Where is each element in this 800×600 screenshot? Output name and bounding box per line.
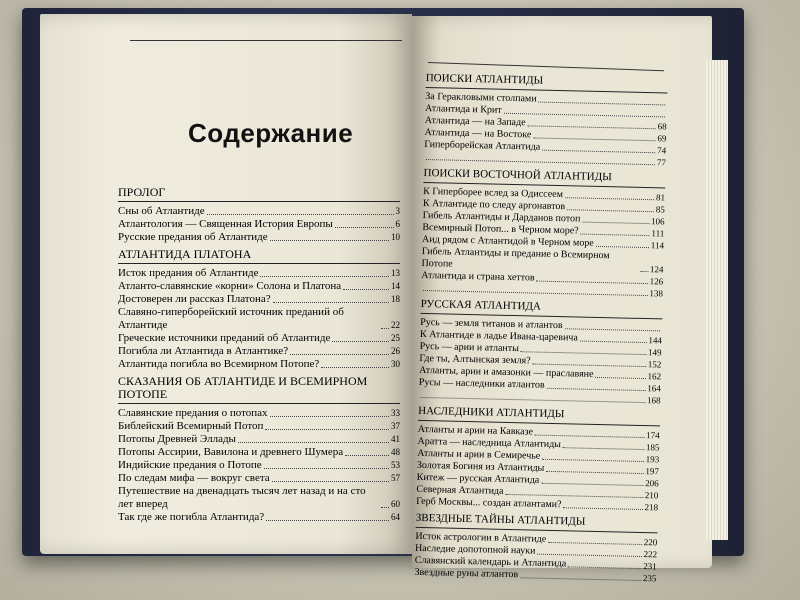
dot-leader	[290, 354, 389, 355]
toc-entry	[118, 332, 400, 345]
toc-entry-title: Славянский календарь и Атлантида	[414, 554, 567, 570]
dot-leader	[332, 341, 389, 342]
toc-page-number: 126	[649, 276, 664, 287]
toc-entry-title: Атлантида и Крит	[424, 102, 502, 116]
toc-entry-title: Русские предания об Атлантиде	[118, 231, 268, 243]
toc-page-number: 235	[642, 573, 657, 584]
toc-entry-title: Атланты, арии и амазонки — праславяне	[419, 364, 594, 380]
dot-leader	[537, 281, 648, 285]
toc-entry-title: Потопы Древней Эллады	[118, 433, 236, 445]
toc-page-number: 22	[391, 320, 400, 330]
toc-entry	[118, 407, 400, 420]
toc-entry-title: Атлантида и страна хеттов	[421, 269, 535, 284]
dot-leader	[527, 125, 655, 129]
toc-page-number: 231	[643, 561, 657, 572]
toc-page-number: 114	[650, 240, 665, 251]
toc-entry-title: Славянские предания о потопах	[118, 407, 268, 419]
toc-entry-title: Индийские предания о Потопе	[118, 459, 262, 471]
toc-page-number: 218	[644, 502, 659, 513]
toc-entry	[118, 267, 400, 280]
dot-leader	[563, 447, 644, 450]
toc-page-number: 111	[651, 228, 665, 239]
toc-entry-title: Атлантология — Священная История Европы	[118, 218, 333, 230]
dot-leader	[581, 234, 650, 237]
toc-page-number: 138	[649, 288, 664, 299]
toc-entry	[118, 511, 400, 524]
toc-entry-title: Где ты, Алтынская земля?	[419, 352, 531, 367]
header-rule-left	[130, 40, 402, 41]
toc-entry	[118, 446, 400, 459]
toc-entry	[118, 459, 400, 472]
dot-leader	[542, 459, 643, 462]
dot-leader	[343, 289, 389, 290]
toc-entry	[118, 205, 400, 218]
toc-entry-title: Славяно-гиперборейский источник преданий об Атлантиде	[118, 306, 344, 331]
toc-page-number: 185	[645, 442, 660, 453]
toc-section-title: ПРОЛОГ	[118, 185, 166, 199]
dot-leader	[421, 397, 645, 403]
toc-page-number: 41	[391, 434, 400, 444]
toc-page-number: 57	[391, 473, 400, 483]
page-edges	[706, 60, 728, 540]
dot-leader	[565, 197, 654, 200]
toc-entry-title: Русы — наследники атлантов	[418, 376, 545, 391]
toc-page-number: 74	[657, 145, 667, 156]
toc-page-number: 210	[644, 490, 659, 501]
toc-entry-title: Путешествие на двенадцать тысяч лет назад и на сто лет вперед	[118, 485, 366, 510]
dot-leader	[264, 468, 389, 469]
dot-leader	[565, 328, 660, 331]
dot-leader	[520, 577, 641, 581]
toc-entry-title: К Атлантиде по следу аргонавтов	[422, 197, 566, 213]
dot-leader	[381, 328, 389, 329]
dot-leader	[539, 102, 666, 106]
toc-page-number: 206	[645, 478, 659, 489]
dot-leader	[321, 367, 389, 368]
toc-page-number: 144	[648, 335, 662, 346]
toc-entry-title: Атлантида погибла во Всемирном Потопе?	[118, 358, 320, 370]
toc-entry-title: Аид рядом с Атлантидой в Черном море	[421, 233, 594, 249]
toc-page-number: 149	[647, 347, 662, 358]
toc-entry	[118, 472, 400, 485]
toc-entry-title: Гиперборейская Атлантида	[424, 138, 541, 153]
dot-leader	[272, 481, 389, 482]
dot-leader	[207, 214, 394, 215]
toc-page-number: 48	[391, 447, 400, 457]
toc-entry-title: Аратта — наследница Атлантиды	[417, 435, 562, 451]
toc-entry	[118, 231, 400, 244]
dot-leader	[533, 137, 655, 141]
toc-page-number: 13	[391, 268, 400, 278]
toc-page-number: 6	[395, 219, 400, 229]
toc-entry-title: По следам мифа — вокруг света	[118, 472, 270, 484]
toc-page-number: 14	[391, 281, 400, 291]
toc-entry-title: Библейский Всемирный Потоп	[118, 420, 264, 432]
toc-entry-title: За Геракловыми столпами	[425, 90, 537, 105]
toc-entry-title: Исток предания об Атлантиде	[118, 267, 259, 279]
dot-leader	[547, 388, 646, 391]
dot-leader	[568, 566, 641, 569]
toc-entry-title: Гибель Атлантиды и Дарданов потоп	[422, 209, 581, 225]
dot-leader	[335, 227, 394, 228]
toc-entry-title: Русь — земля титанов и атлантов	[420, 316, 563, 332]
toc-page-number: 18	[391, 294, 400, 304]
dot-leader	[595, 377, 645, 379]
toc-page-number: 85	[655, 204, 665, 215]
toc-right	[414, 68, 668, 584]
dot-leader	[273, 302, 389, 303]
dot-leader	[423, 290, 647, 296]
toc-entry	[118, 293, 400, 306]
dot-leader	[238, 442, 389, 443]
toc-page-number: 174	[646, 430, 660, 441]
toc-entry-title: Наследие допотопной науки	[414, 542, 536, 557]
toc-entry	[118, 306, 400, 332]
toc-entry-title: Достоверен ли рассказ Платона?	[118, 293, 271, 305]
dot-leader	[546, 471, 643, 474]
toc-page-number: 220	[643, 537, 658, 548]
dot-leader	[563, 507, 642, 510]
toc-entry-title: Атланты и арии на Кавказе	[417, 423, 534, 438]
toc-page-number: 81	[656, 192, 666, 203]
dot-leader	[265, 429, 389, 430]
toc-entry-title: Атланты и арии в Семиречье	[417, 447, 541, 462]
dot-leader	[426, 159, 655, 165]
toc-page-number: 68	[657, 121, 667, 132]
dot-leader	[260, 276, 389, 277]
toc-section-title: АТЛАНТИДА ПЛАТОНА	[118, 247, 252, 261]
toc-entry-title: Атланто-славянские «корни» Солона и Платона	[118, 280, 342, 292]
toc-entry-title: Сны об Атлантиде	[118, 205, 205, 217]
toc-entry-title: Погибла ли Атлантида в Атлантике?	[118, 345, 289, 357]
toc-entry	[118, 280, 400, 293]
dot-leader	[548, 542, 642, 545]
toc-entry-title: Атлантида — на Востоке	[424, 126, 532, 141]
toc-entry-title: К Атлантиде в ладье Ивана-царевича	[419, 328, 578, 344]
toc-section-title: ПОИСКИ АТЛАНТИДЫ	[425, 71, 544, 87]
toc-entry-title: Атлантида — на Западе	[424, 114, 526, 129]
toc-entry-title: Русь — арии и атланты	[419, 340, 520, 355]
toc-page-number: 162	[647, 371, 662, 382]
toc-section-title: СКАЗАНИЯ ОБ АТЛАНТИДЕ И ВСЕМИРНОМ ПОТОПЕ	[118, 374, 368, 401]
toc-section-title: НАСЛЕДНИКИ АТЛАНТИДЫ	[418, 404, 565, 421]
toc-page-number: 26	[391, 346, 400, 356]
dot-leader	[596, 246, 649, 248]
toc-page-number: 64	[391, 512, 400, 522]
dot-leader	[580, 341, 647, 344]
toc-entry-title: К Гиперборее вслед за Одиссеем	[423, 185, 564, 201]
toc-page-number: 152	[647, 359, 662, 370]
toc-section-title: ПОИСКИ ВОСТОЧНОЙ АТЛАНТИДЫ	[423, 166, 612, 184]
toc-page-number: 164	[647, 383, 661, 394]
section-divider	[118, 263, 400, 264]
toc-entry	[118, 345, 400, 358]
toc-page-number: 53	[391, 460, 400, 470]
dot-leader	[345, 455, 389, 456]
dot-leader	[270, 416, 389, 417]
section-divider	[118, 201, 400, 202]
toc-page-number: 60	[391, 499, 400, 509]
dot-leader	[535, 435, 644, 438]
toc-section-title: ЗВЕЗДНЫЕ ТАЙНЫ АТЛАНТИДЫ	[415, 511, 586, 528]
section-divider	[118, 403, 400, 404]
toc-entry	[118, 218, 400, 231]
toc-page-number: 37	[391, 421, 400, 431]
toc-page-number: 222	[643, 549, 658, 560]
toc-entry-title: Гибель Атлантиды и предание о Всемирном Потопе	[421, 245, 610, 270]
toc-page-number: 193	[645, 454, 660, 465]
toc-page-number: 69	[657, 133, 667, 144]
toc-page-number: 33	[391, 408, 400, 418]
toc-page-number: 25	[391, 333, 400, 343]
toc-entry-title: Потопы Ассирии, Вавилона и древнего Шумера	[118, 446, 344, 458]
dot-leader	[266, 520, 389, 521]
toc-entry-title: Греческие источники преданий об Атлантиде	[118, 332, 331, 344]
toc-entry-title: Всемирный Потоп... в Черном море?	[422, 221, 579, 237]
dot-leader	[582, 222, 649, 225]
toc-entry	[118, 358, 400, 371]
toc-entry-title: Китеж — русская Атлантида	[416, 471, 540, 486]
dot-leader	[542, 150, 655, 154]
dot-leader	[537, 554, 641, 557]
toc-page-number: 77	[656, 157, 667, 168]
toc-page-number: 124	[649, 264, 664, 275]
toc-entry	[118, 485, 400, 511]
page-title: Содержание	[188, 118, 354, 148]
toc-page-number: 106	[650, 216, 665, 227]
toc-entry-title: Исток астрологии в Атлантиде	[415, 530, 547, 545]
toc-page-number: 10	[391, 232, 400, 242]
toc-page-number: 168	[646, 395, 661, 406]
dot-leader	[270, 240, 389, 241]
dot-leader	[567, 209, 654, 212]
toc-page-number: 3	[395, 206, 400, 216]
toc-entry-title: Герб Москвы... создан атлантами?	[416, 495, 562, 511]
toc-section-title: РУССКАЯ АТЛАНТИДА	[420, 297, 542, 313]
dot-leader	[640, 271, 648, 272]
toc-page-number: 197	[645, 466, 660, 477]
toc-page-number: 30	[391, 359, 400, 369]
toc-entry	[118, 433, 400, 446]
toc-left	[118, 182, 400, 524]
dot-leader	[541, 483, 643, 486]
dot-leader	[521, 351, 646, 355]
toc-entry-title: Золотая Богиня из Атлантиды	[416, 459, 545, 474]
toc-entry-title: Так где же погибла Атлантида?	[118, 511, 265, 523]
toc-entry-title: Звездные руны атлантов	[414, 566, 519, 581]
toc-entry-title: Северная Атлантида	[416, 483, 504, 497]
dot-leader	[533, 363, 646, 367]
toc-entry	[118, 420, 400, 433]
dot-leader	[381, 507, 389, 508]
